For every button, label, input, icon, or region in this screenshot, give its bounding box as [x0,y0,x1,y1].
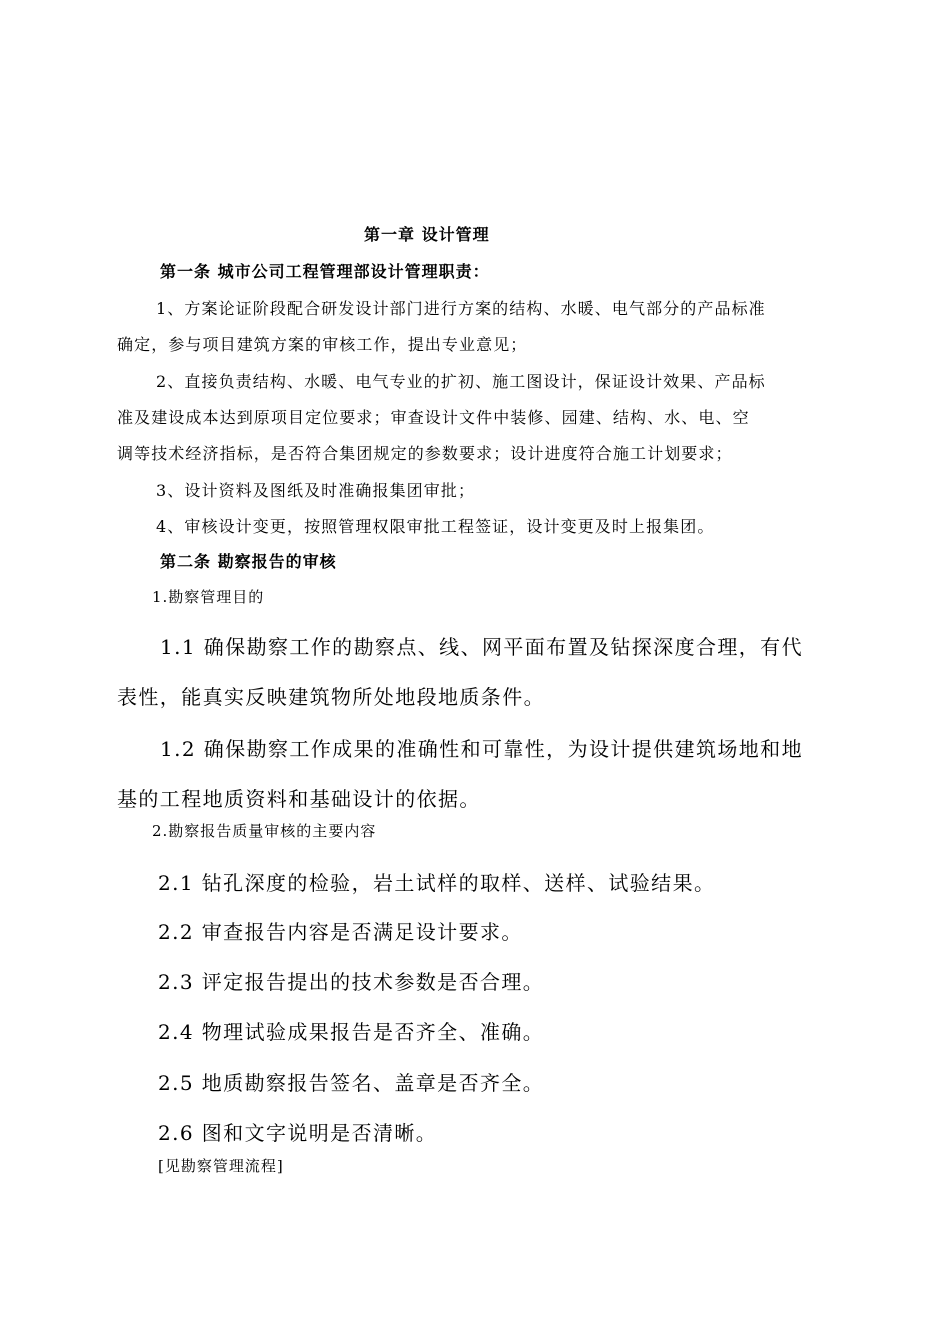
list-item: 2.6 图和文字说明是否清晰。 [158,1121,438,1145]
section-1-title: 1.勘察管理目的 [152,588,265,606]
paragraph-2-line-3: 调等技术经济指标，是否符合集团规定的参数要求；设计进度符合施工计划要求； [117,444,733,463]
list-item: 2.1 钻孔深度的检验，岩土试样的取样、送样、试验结果。 [158,871,716,895]
list-item: 2.3 评定报告提出的技术参数是否合理。 [158,970,545,994]
list-item: 2.5 地质勘察报告签名、盖章是否齐全。 [158,1071,545,1095]
article-2-heading: 第二条 勘察报告的审核 [160,552,337,571]
chapter-title: 第一章 设计管理 [364,225,490,244]
item-1-2-line-2: 基的工程地质资料和基础设计的依据。 [117,787,481,811]
flow-reference: [见勘察管理流程] [158,1157,284,1175]
paragraph-1-line-2: 确定，参与项目建筑方案的审核工作，提出专业意见； [117,335,528,354]
article-1-heading: 第一条 城市公司工程管理部设计管理职责： [160,262,490,281]
item-1-1-line-1: 1.1 确保勘察工作的勘察点、线、网平面布置及钻探深度合理，有代 [160,635,803,659]
section-2-title: 2.勘察报告质量审核的主要内容 [152,822,377,840]
paragraph-4: 4、审核设计变更，按照管理权限审批工程签证，设计变更及时上报集团。 [156,517,715,536]
list-item: 2.2 审查报告内容是否满足设计要求。 [158,920,523,944]
item-1-2-line-1: 1.2 确保勘察工作成果的准确性和可靠性，为设计提供建筑场地和地 [160,737,803,761]
item-1-1-line-2: 表性，能真实反映建筑物所处地段地质条件。 [117,685,545,709]
paragraph-2-line-2: 准及建设成本达到原项目定位要求；审查设计文件中装修、园建、结构、水、电、空 [117,408,750,427]
paragraph-1-line-1: 1、方案论证阶段配合研发设计部门进行方案的结构、水暖、电气部分的产品标准 [156,299,766,318]
paragraph-3: 3、设计资料及图纸及时准确报集团审批； [156,481,476,500]
paragraph-2-line-1: 2、直接负责结构、水暖、电气专业的扩初、施工图设计，保证设计效果、产品标 [156,372,766,391]
list-item: 2.4 物理试验成果报告是否齐全、准确。 [158,1020,545,1044]
